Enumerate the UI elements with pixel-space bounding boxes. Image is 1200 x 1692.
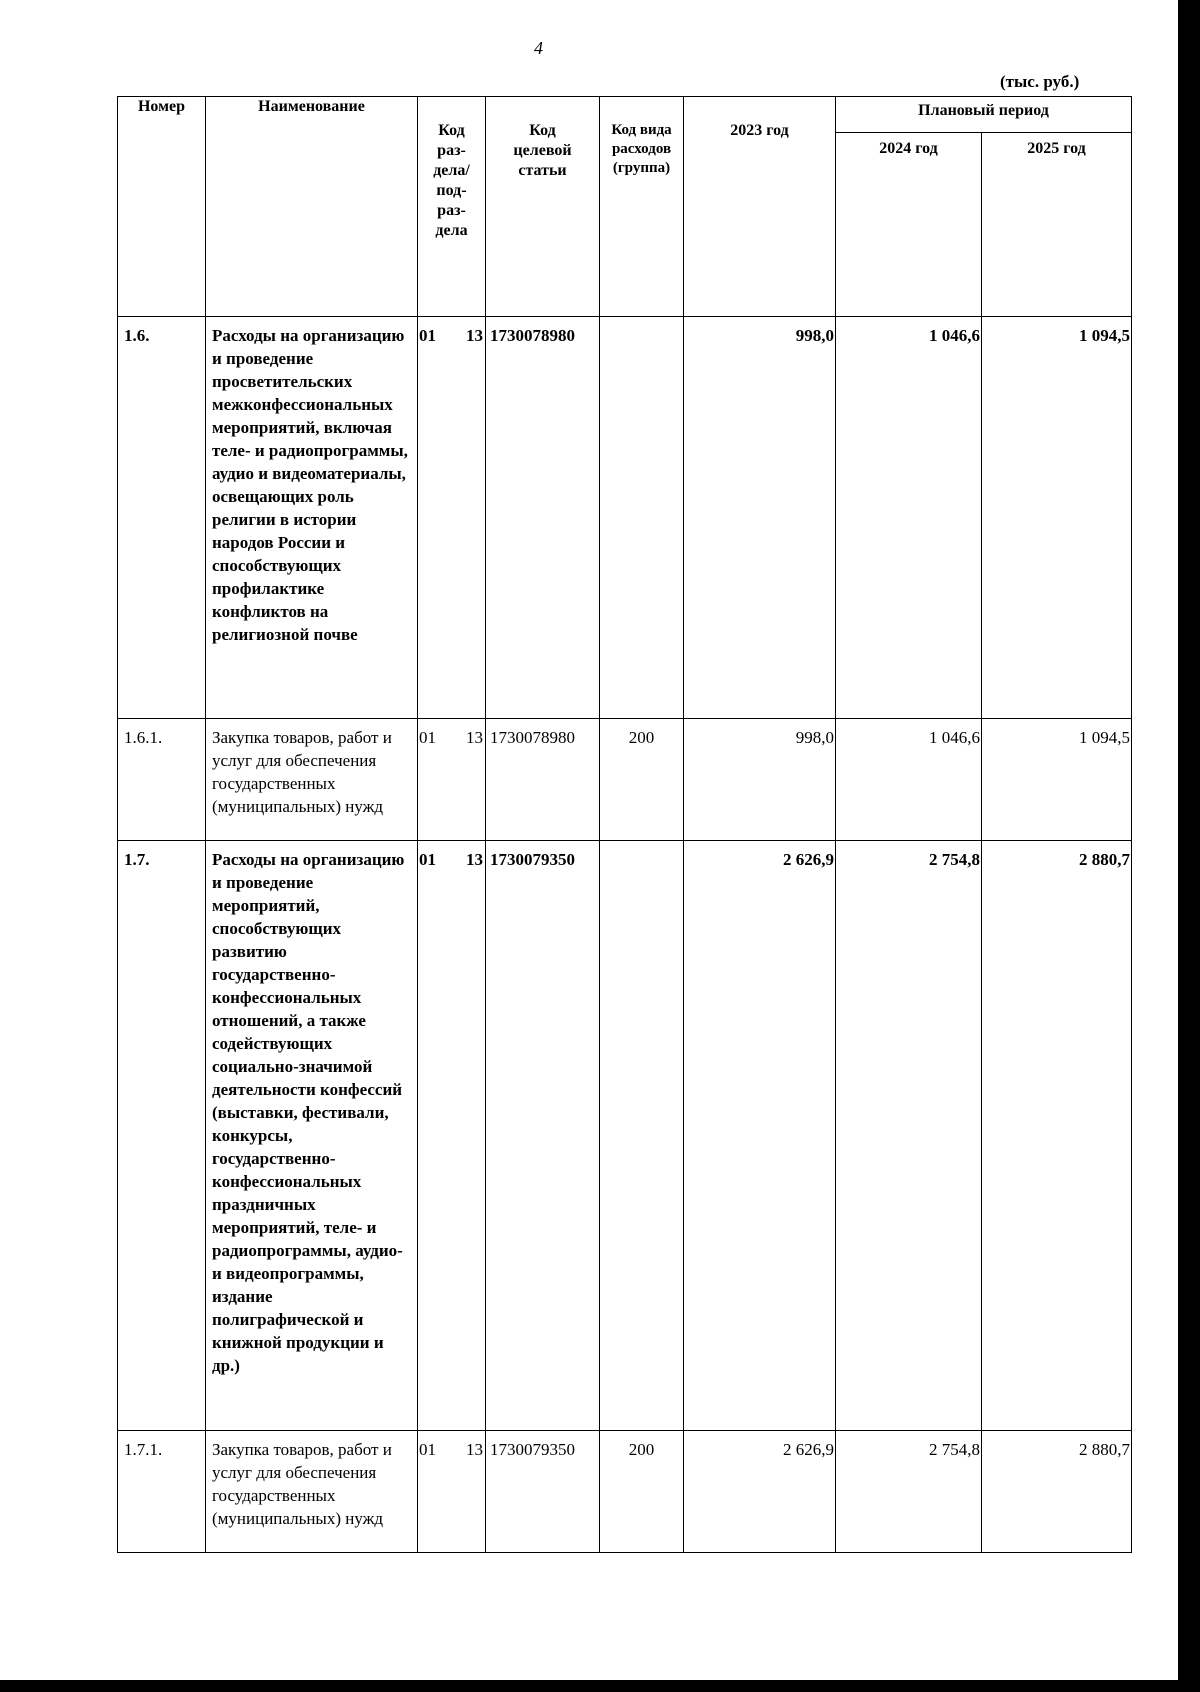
row-vid: 200 [600, 719, 684, 841]
row-podrazdel: 13 [456, 719, 486, 841]
row-2025: 1 094,5 [982, 719, 1132, 841]
row-number: 1.7. [118, 841, 206, 1431]
table-row [118, 1431, 1132, 1553]
row-podrazdel: 13 [456, 317, 486, 719]
table-row [118, 719, 1132, 841]
row-razdel: 01 [418, 719, 456, 841]
row-name: Расходы на организацию и проведение мероприятий, способствующих развитию государственно-конфессиональных отношений, а также содействующих социально-значимой деятельности конфессий (выставки, фестивали, конкурсы, государственно-конфессиональных праздничных мероприятий, теле- и радиопрограммы, аудио- и видеопрограммы, издание полиграфической и книжной продукции и др.) [206, 841, 418, 1431]
row-2024: 1 046,6 [836, 719, 982, 841]
row-2025: 2 880,7 [982, 1431, 1132, 1553]
row-vid: 200 [600, 1431, 684, 1553]
header-2023: 2023 год [684, 97, 836, 317]
units-label: (тыс. руб.) [1000, 72, 1080, 91]
header-2024: 2024 год [836, 133, 982, 317]
budget-table [117, 96, 1132, 1553]
row-2023: 2 626,9 [684, 1431, 836, 1553]
row-vid [600, 317, 684, 719]
row-number: 1.6. [118, 317, 206, 719]
row-2025: 2 880,7 [982, 841, 1132, 1431]
scan-edge-bottom [0, 1680, 1200, 1692]
row-target: 1730079350 [486, 1431, 600, 1553]
header-razdel: Код раз-дела/ под-раз-дела [418, 97, 486, 317]
row-2024: 2 754,8 [836, 841, 982, 1431]
row-number: 1.6.1. [118, 719, 206, 841]
row-name: Закупка товаров, работ и услуг для обеспечения государственных (муниципальных) нужд [206, 1431, 418, 1553]
row-podrazdel: 13 [456, 1431, 486, 1553]
scan-edge-right [1178, 0, 1200, 1692]
row-number: 1.7.1. [118, 1431, 206, 1553]
header-target: Код целевой статьи [486, 97, 600, 317]
table-row [118, 317, 1132, 719]
row-vid [600, 841, 684, 1431]
row-2024: 1 046,6 [836, 317, 982, 719]
table-row [118, 841, 1132, 1431]
header-planned-period: Плановый период [836, 97, 1132, 133]
header-2025: 2025 год [982, 133, 1132, 317]
row-target: 1730078980 [486, 317, 600, 719]
row-razdel: 01 [418, 1431, 456, 1553]
page-number: 4 [534, 38, 543, 58]
row-razdel: 01 [418, 317, 456, 719]
row-2023: 2 626,9 [684, 841, 836, 1431]
row-2025: 1 094,5 [982, 317, 1132, 719]
row-2023: 998,0 [684, 719, 836, 841]
row-name: Закупка товаров, работ и услуг для обеспечения государственных (муниципальных) нужд [206, 719, 418, 841]
header-vid: Код вида расходов (группа) [600, 97, 684, 317]
row-target: 1730079350 [486, 841, 600, 1431]
row-razdel: 01 [418, 841, 456, 1431]
row-podrazdel: 13 [456, 841, 486, 1431]
header-number: Номер [118, 97, 206, 317]
row-name: Расходы на организацию и проведение просветительских межконфессиональных мероприятий, включая теле- и радиопрограммы, аудио и видеоматериалы, освещающих роль религии в истории народов России и способствующих профилактике конфликтов на религиозной почве [206, 317, 418, 719]
header-name: Наименование [206, 97, 418, 317]
row-2024: 2 754,8 [836, 1431, 982, 1553]
row-target: 1730078980 [486, 719, 600, 841]
row-2023: 998,0 [684, 317, 836, 719]
